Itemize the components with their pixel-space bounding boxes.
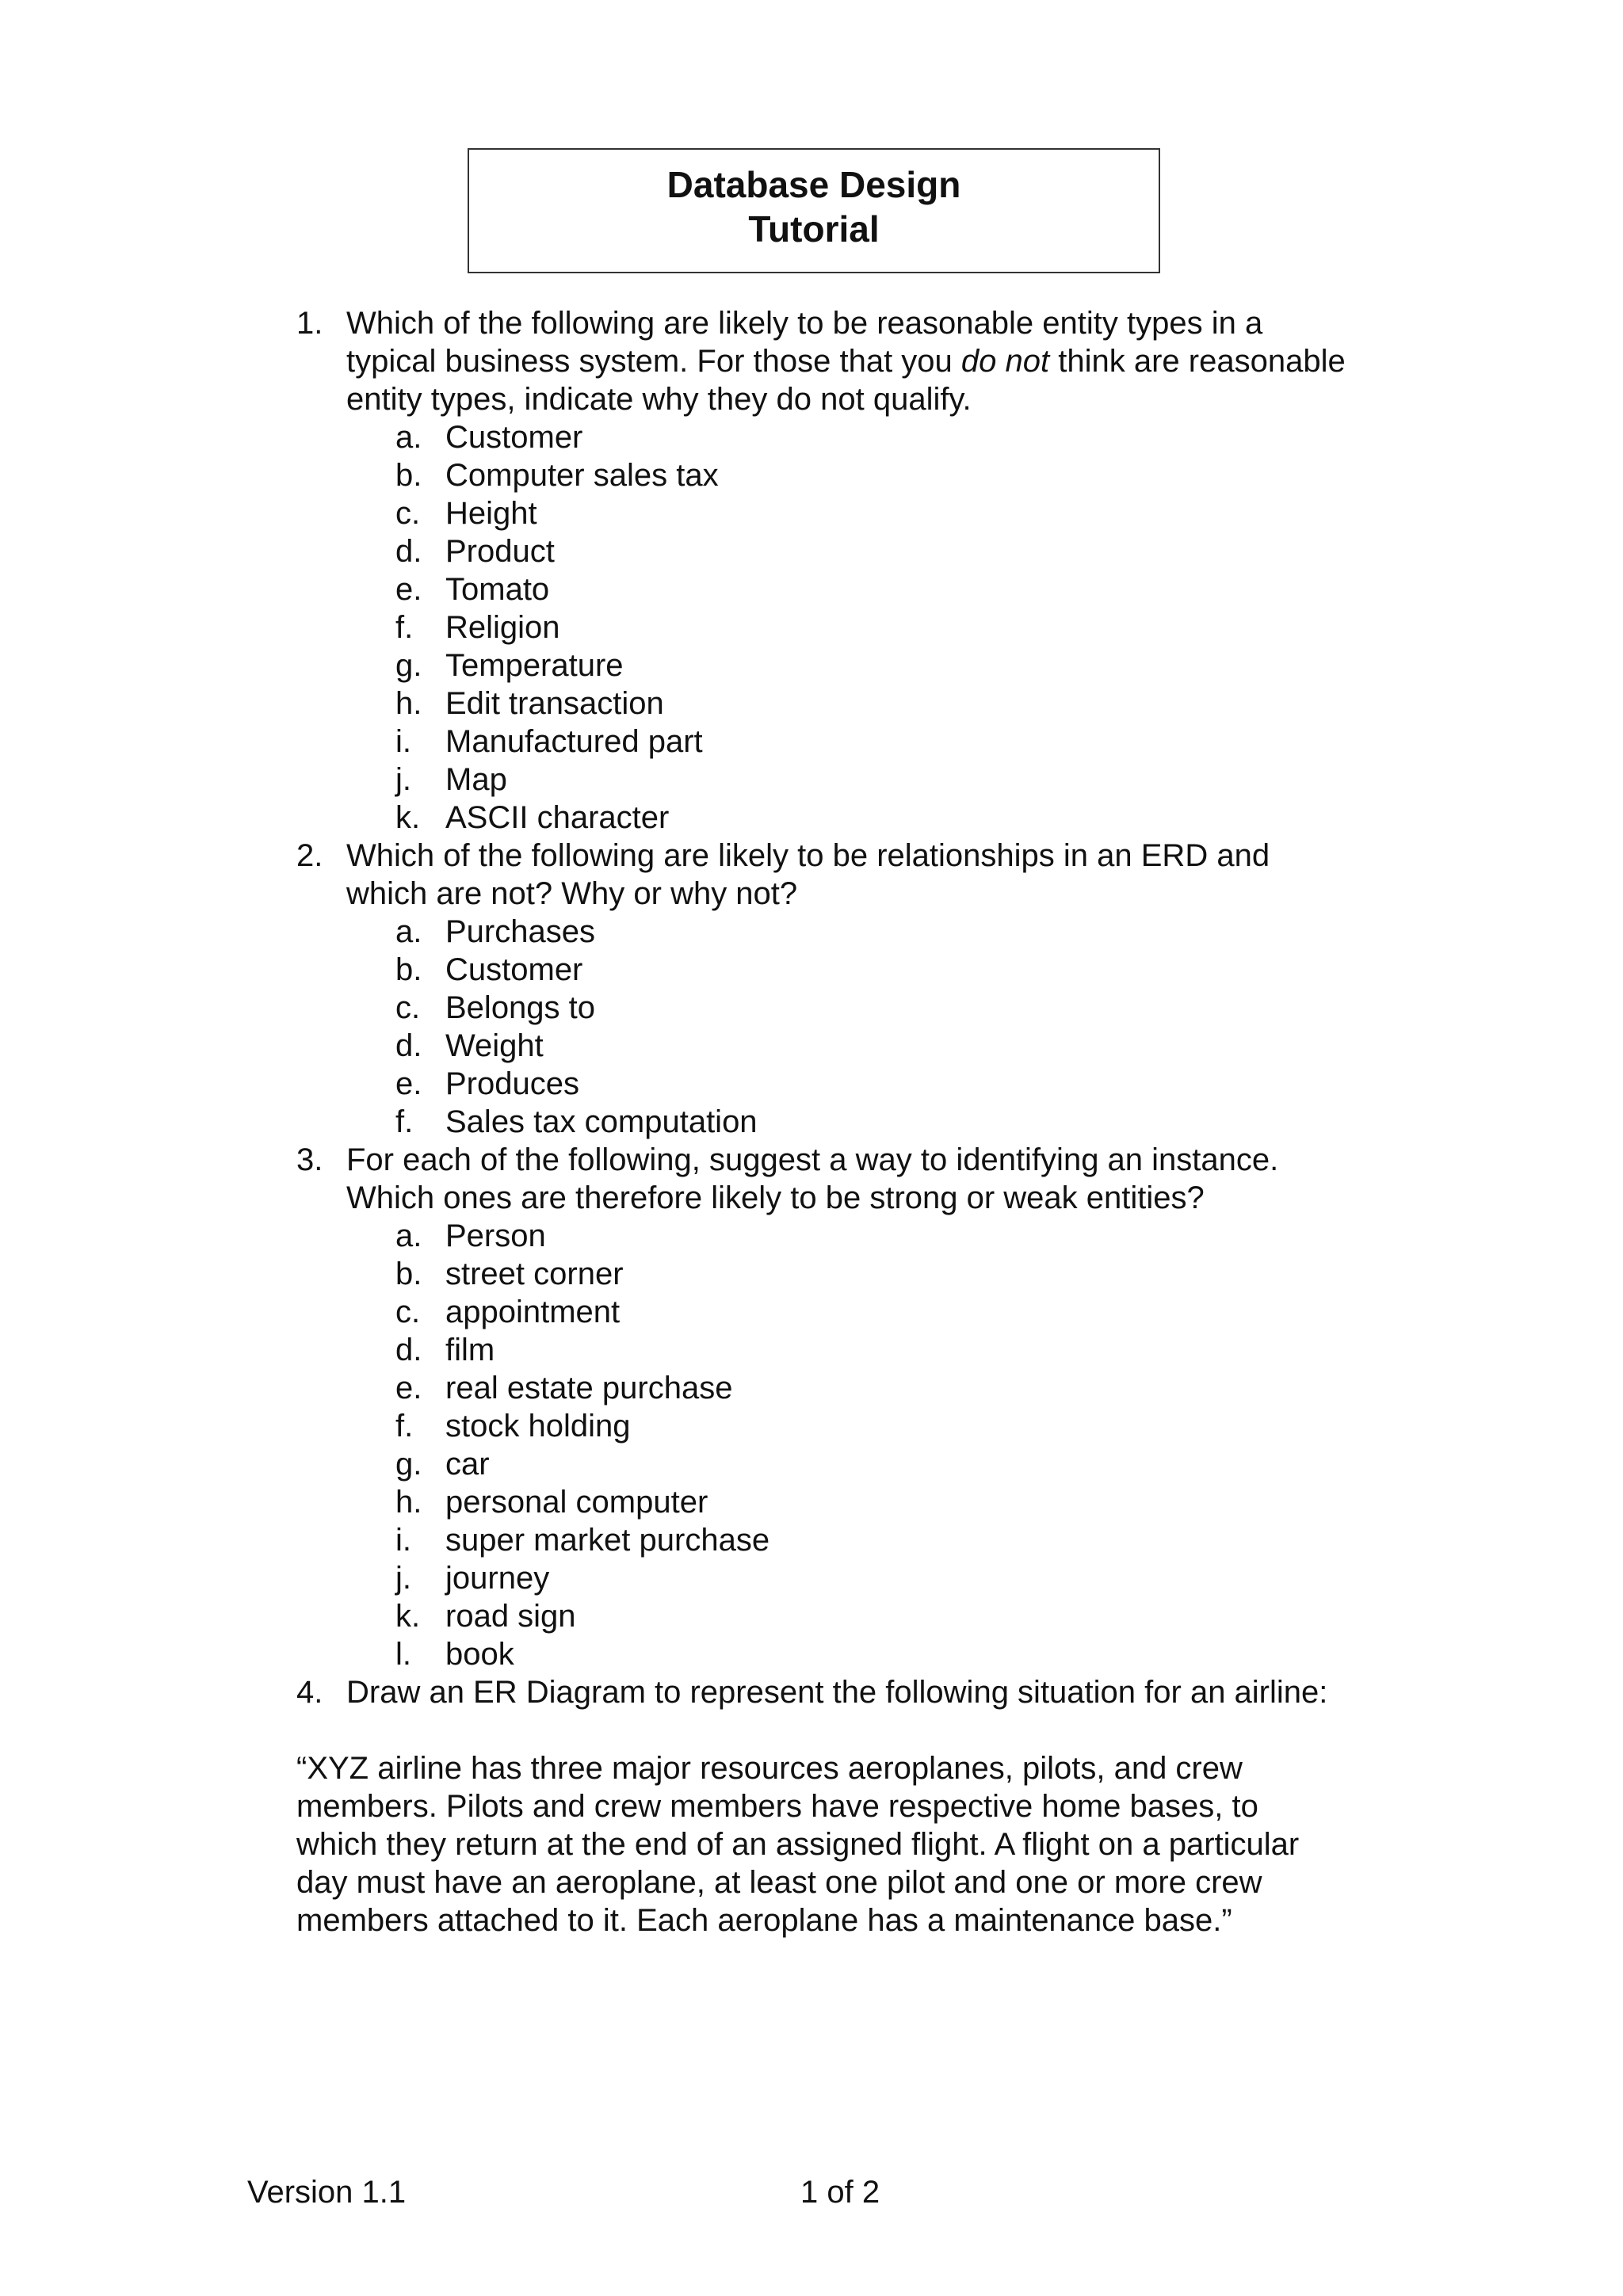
list-item-text: stock holding — [445, 1409, 631, 1444]
list-item-letter: c. — [395, 990, 421, 1025]
list-item-letter: b. — [395, 952, 422, 987]
list-item-letter: l. — [395, 1637, 411, 1672]
list-item-text: Sales tax computation — [445, 1104, 758, 1139]
list-item — [296, 1255, 1406, 1293]
list-item-text: Tomato — [445, 572, 550, 607]
list-item — [296, 418, 1406, 456]
list-item-letter: b. — [395, 458, 422, 493]
list-item-text: street corner — [445, 1257, 624, 1291]
question-text-segment: typical business system. For those that you — [346, 344, 961, 379]
emphasis-text: do not — [960, 344, 1050, 379]
question-text-line: entity types, indicate why they do not qualify. — [346, 382, 972, 417]
list-item-text: Produces — [445, 1066, 579, 1101]
list-item — [296, 989, 1406, 1027]
list-item — [296, 1521, 1406, 1559]
list-item — [296, 1331, 1406, 1369]
list-item-letter: f. — [395, 1409, 414, 1444]
list-item-text: car — [445, 1447, 490, 1482]
list-item — [296, 494, 1406, 532]
list-item-text: road sign — [445, 1599, 576, 1634]
list-item-text: Manufactured part — [445, 724, 703, 759]
list-item-text: Map — [445, 762, 507, 797]
list-item-text: Computer sales tax — [445, 458, 719, 493]
list-item-letter: d. — [395, 1028, 422, 1063]
list-item-letter: b. — [395, 1257, 422, 1291]
question-number: 3. — [296, 1142, 323, 1177]
question-number: 4. — [296, 1675, 323, 1710]
list-item-text: Height — [445, 496, 537, 531]
list-item-letter: e. — [395, 1066, 422, 1101]
question-text-line: For each of the following, suggest a way to identifying an instance. — [346, 1142, 1279, 1177]
list-item — [296, 646, 1406, 685]
list-item-letter: i. — [395, 1523, 411, 1558]
list-item-text: Customer — [445, 952, 583, 987]
list-item-letter: h. — [395, 1485, 422, 1520]
document-subtitle: Tutorial — [748, 208, 880, 250]
question-number: 2. — [296, 838, 323, 873]
scenario-quote — [296, 1749, 1406, 1939]
list-item-text: Product — [445, 534, 555, 569]
list-item-text: super market purchase — [445, 1523, 770, 1558]
list-item-letter: e. — [395, 1371, 422, 1405]
question-2 — [296, 837, 1406, 913]
list-item — [296, 685, 1406, 723]
list-item — [296, 723, 1406, 761]
list-item-text: journey — [445, 1561, 550, 1596]
list-item-letter: c. — [395, 1295, 421, 1329]
blank-line — [296, 1711, 1406, 1749]
question-list — [296, 304, 1406, 1939]
list-item — [296, 799, 1406, 837]
list-item — [296, 761, 1406, 799]
quote-line: members. Pilots and crew members have respective home bases, to — [296, 1789, 1258, 1824]
list-item — [296, 570, 1406, 608]
list-item-letter: i. — [395, 724, 411, 759]
quote-line: which they return at the end of an assigned flight. A flight on a particular — [296, 1827, 1300, 1862]
question-number: 1. — [296, 306, 323, 341]
list-item-letter: g. — [395, 1447, 422, 1482]
list-item-letter: k. — [395, 1599, 421, 1634]
list-item-text: Religion — [445, 610, 560, 645]
list-item-text: Edit transaction — [445, 686, 664, 721]
quote-line: day must have an aeroplane, at least one pilot and one or more crew — [296, 1865, 1262, 1900]
question-1 — [296, 304, 1406, 418]
question-text-segment: think are reasonable — [1049, 344, 1346, 379]
list-item-letter: e. — [395, 572, 422, 607]
list-item — [296, 1597, 1406, 1635]
list-item — [296, 1483, 1406, 1521]
list-item — [296, 608, 1406, 646]
question-text-line: Which of the following are likely to be relationships in an ERD and — [346, 838, 1270, 873]
list-item-letter: f. — [395, 1104, 414, 1139]
question-4 — [296, 1673, 1406, 1711]
list-item — [296, 1369, 1406, 1407]
list-item-text: Person — [445, 1219, 546, 1253]
list-item-text: Customer — [445, 420, 583, 455]
quote-line: “XYZ airline has three major resources aeroplanes, pilots, and crew — [296, 1751, 1243, 1786]
list-item-text: Weight — [445, 1028, 544, 1063]
list-item-letter: g. — [395, 648, 422, 683]
list-item-text: Temperature — [445, 648, 624, 683]
list-item-text: ASCII character — [445, 800, 670, 835]
list-item — [296, 1635, 1406, 1673]
question-text-line: Draw an ER Diagram to represent the following situation for an airline: — [346, 1675, 1328, 1710]
list-item-text: appointment — [445, 1295, 621, 1329]
list-item — [296, 1027, 1406, 1065]
question-3 — [296, 1141, 1406, 1217]
list-item — [296, 951, 1406, 989]
question-text-line: Which ones are therefore likely to be strong or weak entities? — [346, 1180, 1205, 1215]
list-item-text: personal computer — [445, 1485, 708, 1520]
list-item — [296, 456, 1406, 494]
question-text-line: which are not? Why or why not? — [346, 876, 798, 911]
list-item-letter: d. — [395, 534, 422, 569]
list-item — [296, 1445, 1406, 1483]
title-box — [468, 148, 1160, 273]
list-item-text: real estate purchase — [445, 1371, 733, 1405]
question-text-line — [346, 342, 1406, 380]
question-text-line: Which of the following are likely to be reasonable entity types in a — [346, 306, 1263, 341]
list-item-letter: k. — [395, 800, 421, 835]
list-item-letter: c. — [395, 496, 421, 531]
list-item — [296, 1293, 1406, 1331]
list-item-letter: a. — [395, 1219, 422, 1253]
list-item-letter: d. — [395, 1333, 422, 1367]
list-item-letter: h. — [395, 686, 422, 721]
list-item-text: book — [445, 1637, 514, 1672]
list-item — [296, 1407, 1406, 1445]
list-item — [296, 1559, 1406, 1597]
list-item — [296, 532, 1406, 570]
list-item-text: Belongs to — [445, 990, 596, 1025]
list-item — [296, 1217, 1406, 1255]
list-item-letter: a. — [395, 914, 422, 949]
list-item-text: film — [445, 1333, 495, 1367]
list-item-letter: f. — [395, 610, 414, 645]
list-item — [296, 1065, 1406, 1103]
list-item-letter: j. — [395, 1561, 411, 1596]
list-item-text: Purchases — [445, 914, 595, 949]
quote-line: members attached to it. Each aeroplane has a maintenance base.” — [296, 1903, 1232, 1938]
list-item — [296, 1103, 1406, 1141]
footer-page-number: 1 of 2 — [800, 2175, 880, 2210]
list-item-letter: a. — [395, 420, 422, 455]
document-title: Database Design — [666, 164, 961, 205]
list-item — [296, 913, 1406, 951]
list-item-letter: j. — [395, 762, 411, 797]
footer-version: Version 1.1 — [247, 2175, 407, 2210]
